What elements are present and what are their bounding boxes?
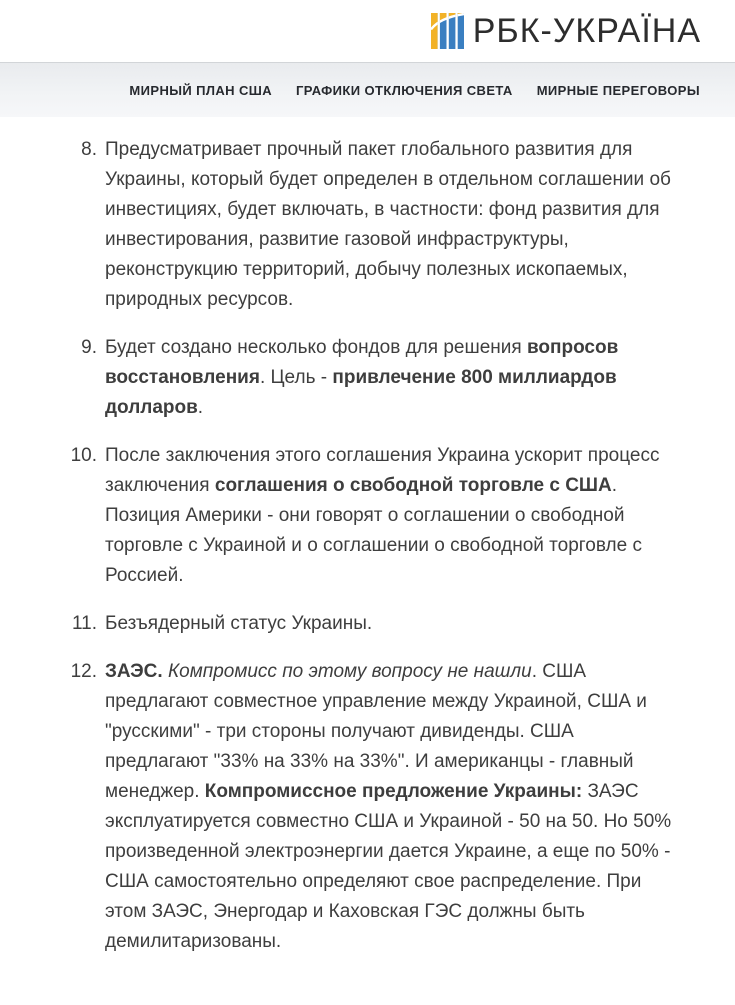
list-item [52,135,735,315]
text-segment: соглашения о свободной торговле с США [214,475,612,496]
logo-text: РБК-УКРАЇНА [472,12,701,50]
list-item [52,657,735,957]
text-segment: Предусматривает прочный пакет глобального развития для Украины, который будет определен в отдельном соглашении об инвестициях, будет включать, в частности: фонд развития для инвестирования, развитие газовой инфраструктуры, реконструкцию территорий, добычу полезных ископаемых, природных ресурсов. [105,139,671,310]
nav-link-peace-talks[interactable]: МИРНЫЕ ПЕРЕГОВОРЫ [536,82,700,98]
text-segment: привлечение 800 миллиардов долларов [105,367,617,418]
nav-link-blackout-schedules[interactable]: ГРАФИКИ ОТКЛЮЧЕНИЯ СВЕТА [296,82,513,98]
list-item-number: 11. [71,613,97,634]
list-item-text [105,135,675,315]
list-item [52,333,735,423]
text-segment: Компромисс по этому вопросу не нашли [167,661,532,682]
site-header [0,0,735,62]
list-item-text [105,333,675,423]
text-segment: . Цель - [259,367,333,388]
list-item-text [105,609,675,639]
logo-link[interactable] [431,13,701,49]
text-segment: ЗАЭС. [105,661,168,682]
list-item-text [105,441,675,591]
text-segment: . [197,397,204,418]
list-item-number: 8. [81,139,97,160]
text-segment: . США предлагают совместное управление между Украиной, США и "русскими" - три стороны получают дивиденды. США предлагают "33% на 33% на 33%". И американцы - главный менеджер. [105,661,647,802]
list-item-number: 10. [70,445,97,466]
text-segment: Компромиссное предложение Украины: [204,781,583,802]
rbc-logo-icon [431,13,464,49]
nav-link-peace-plan-usa[interactable]: МИРНЫЙ ПЛАН США [129,82,273,98]
list-item [52,441,735,591]
text-segment: ЗАЭС эксплуатируется совместно США и Украиной - 50 на 50. Но 50% произведенной электроэнергии дается Украине, а еще по 50% - США самостоятельно определяют свое распределение. При этом ЗАЭС, Энергодар и Каховская ГЭС должны быть демилитаризованы. [105,781,672,952]
text-segment: вопросов восстановления [105,337,619,388]
list-item-number: 9. [81,337,97,358]
list-item-text [105,657,675,957]
article-list [52,135,735,957]
article-content [0,117,735,1005]
text-segment: Будет создано несколько фондов для решения [105,337,527,358]
list-item [52,609,735,639]
text-segment: . Позиция Америки - они говорят о соглашении о свободной торговле с Украиной и о соглашении о свободной торговле с Россией. [105,475,642,586]
text-segment: Безъядерный статус Украины. [105,613,373,634]
list-item-number: 12. [70,661,97,682]
top-nav [0,62,735,117]
text-segment: После заключения этого соглашения Украина ускорит процесс заключения [105,445,660,496]
